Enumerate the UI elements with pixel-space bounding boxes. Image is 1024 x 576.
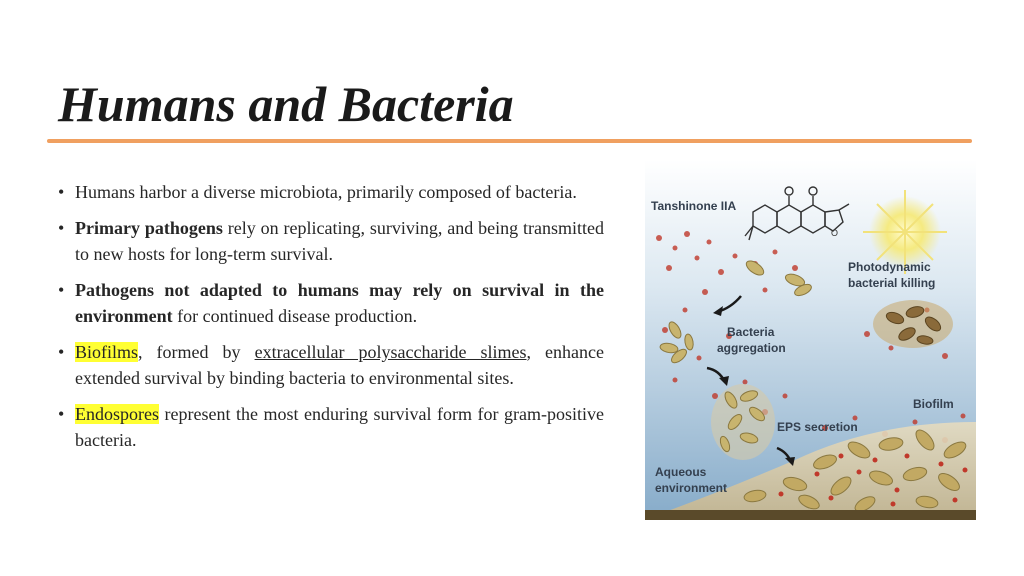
label-aggregation: Bacteria [727,325,775,339]
bacteria-aggregate [711,384,775,460]
bullet-list [58,179,604,463]
slide-title: Humans and Bacteria [58,76,514,132]
bullet-item [58,277,604,329]
svg-text:O: O [831,228,839,238]
biofilm-diagram [645,160,976,520]
bullet-text: , enhance extended survival by binding bacteria to environmental sites. [75,342,604,388]
label-photodynamic: Photodynamic [848,260,931,274]
label-photodynamic: bacterial killing [848,276,936,290]
bullet-text: , formed by [138,342,255,362]
bullet-icon: • [58,218,65,238]
label-compound: Tanshinone IIA [651,199,737,213]
label-aggregation: aggregation [717,341,786,355]
bullet-item [58,215,604,267]
bullet-icon: • [58,342,65,362]
bullet-text: for continued disease production. [172,306,418,326]
bullet-item [58,401,604,453]
ground-strip [645,510,976,520]
title-divider [47,139,972,143]
bullet-bold-text: Primary pathogens [75,218,223,238]
bullet-item [58,179,604,205]
label-aqueous: environment [655,481,728,495]
bullet-text: Humans harbor a diverse microbiota, primarily composed of bacteria. [75,182,577,202]
bullet-icon: • [58,280,65,300]
label-eps: EPS secretion [777,420,858,434]
underlined-term: extracellular polysaccharide slimes [254,342,527,362]
label-aqueous: Aqueous [655,465,707,479]
bullet-icon: • [58,182,65,202]
bullet-text: represent the most enduring survival form for gram-positive bacteria. [75,404,604,450]
label-biofilm: Biofilm [913,397,954,411]
highlighted-term: Endospores [75,404,159,424]
bullet-text: rely on replicating, surviving, and being transmitted to new hosts for long-term survival. [75,218,604,264]
bullet-item [58,339,604,391]
bullet-bold-text: Pathogens not adapted to humans may rely on survival in the environment [75,280,604,326]
killed-bacteria-cluster [873,300,953,348]
bullet-icon: • [58,404,65,424]
biofilm-diagram-svg [645,160,976,520]
highlighted-term: Biofilms [75,342,139,362]
